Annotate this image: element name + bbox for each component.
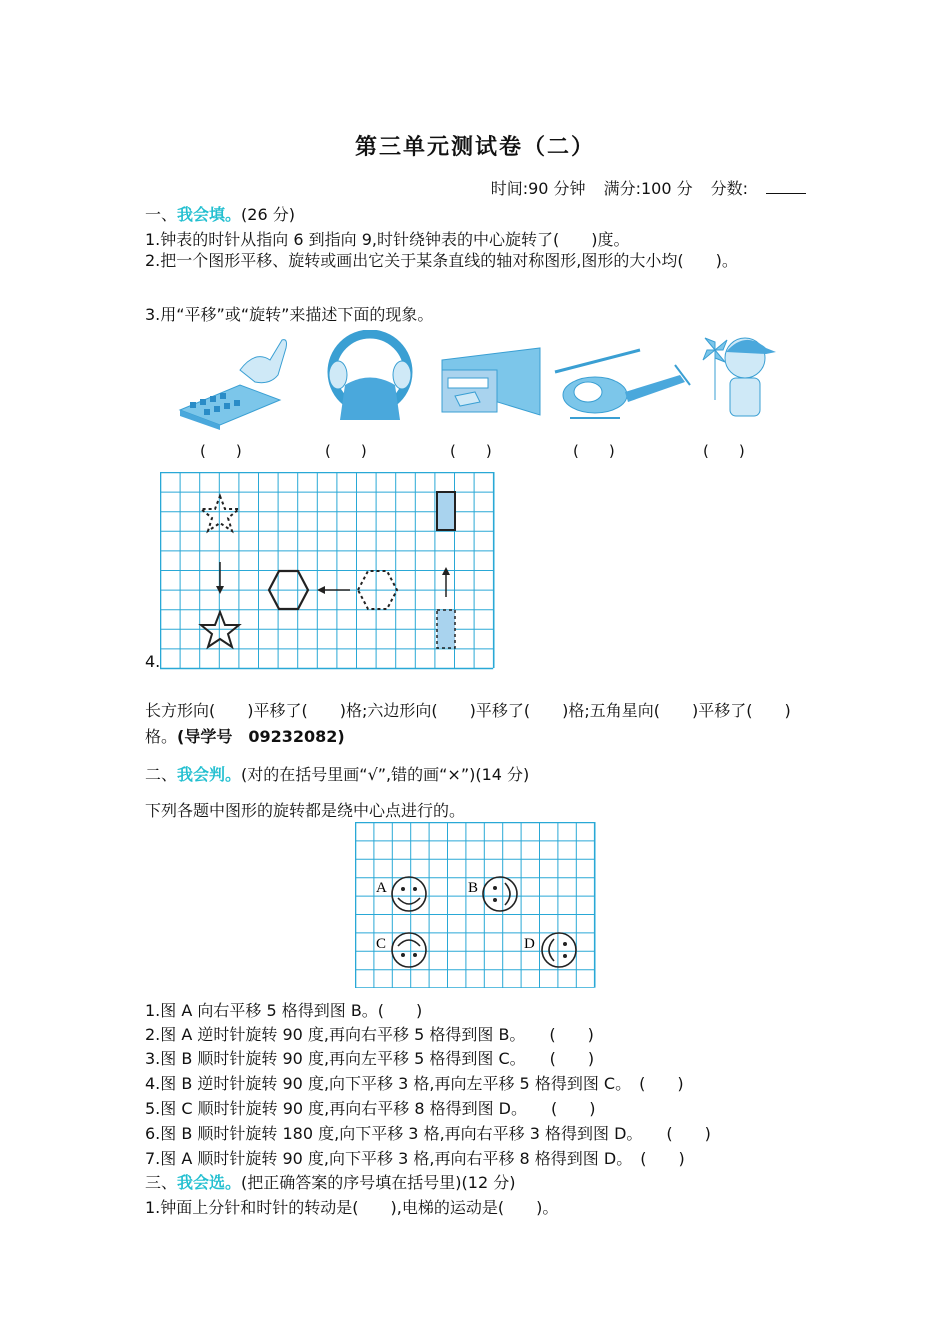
face-b-icon (483, 877, 517, 911)
face-b-label: B (468, 880, 479, 896)
s1-question-4-text: 长方形向( )平移了( )格;六边形向( )平移了( )格;五角星向( )平移了( )格。(导学号 09232082) (145, 701, 791, 746)
section-3-prefix: 三、 (145, 1173, 178, 1192)
section-2-note: (对的在括号里画“√”,错的画“×”)(14 分) (241, 765, 530, 784)
score-label: 分数: (711, 179, 806, 198)
face-c-label: C (376, 936, 387, 952)
rectangle-original (437, 610, 455, 648)
phenomena-illustrations (170, 330, 790, 430)
face-c-icon (392, 933, 426, 967)
grid-lines (355, 822, 595, 988)
judge-item-5: 5.图 C 顺时针旋转 90 度,再向右平移 8 格得到图 D。 ( ) (145, 1099, 596, 1118)
section-1-points: (26 分) (241, 205, 295, 224)
section-3-note: (把正确答案的序号填在括号里)(12 分) (241, 1173, 516, 1192)
page-title: 第三单元测试卷（二） (354, 134, 595, 160)
guide-code: (导学号 09232082) (177, 727, 345, 746)
s1-question-4-number: 4. (145, 652, 161, 671)
s3-question-1: 1.钟面上分针和时针的转动是( ),电梯的运动是( )。 (145, 1198, 559, 1217)
judge-item-1: 1.图 A 向右平移 5 格得到图 B。( ) (145, 1001, 423, 1020)
rotation-grid (355, 822, 596, 988)
helicopter-icon (555, 350, 690, 418)
judge-item-7: 7.图 A 顺时针旋转 90 度,向下平移 3 格,再向右平移 8 格得到图 D。 ( ) (145, 1149, 685, 1168)
face-a-label: A (376, 880, 387, 896)
star-original (201, 496, 239, 531)
score-blank[interactable] (766, 179, 806, 194)
judge-item-2: 2.图 A 逆时针旋转 90 度,再向右平移 5 格得到图 B。 ( ) (145, 1025, 594, 1044)
section-1-prefix: 一、 (145, 205, 178, 224)
section-2-prefix: 二、 (145, 765, 178, 784)
face-a-icon (392, 877, 426, 911)
judge-item-6: 6.图 B 顺时针旋转 180 度,向下平移 3 格,再向右平移 3 格得到图 D。 ( ) (145, 1124, 711, 1143)
face-d-label: D (524, 936, 535, 952)
pinwheel-boy-icon (703, 338, 776, 416)
section-2-intro: 下列各题中图形的旋转都是绕中心点进行的。 (145, 801, 466, 820)
answer-paren-4[interactable]: ( ) (573, 442, 615, 460)
exam-meta (473, 176, 806, 199)
rectangle-moved (437, 492, 455, 530)
s1-question-3: 3.用“平移”或“旋转”来描述下面的现象。 (145, 305, 434, 324)
section-2-label: 我会判。 (177, 765, 242, 784)
answer-paren-5[interactable]: ( ) (703, 442, 745, 460)
abacus-icon (180, 340, 287, 430)
translation-grid (160, 472, 497, 670)
section-1-heading (145, 202, 295, 225)
answer-paren-1[interactable]: ( ) (200, 442, 242, 460)
section-1-label: 我会填。 (177, 205, 242, 224)
s1-question-2: 2.把一个图形平移、旋转或画出它关于某条直线的轴对称图形,图形的大小均( )。 (145, 251, 738, 270)
section-2-heading (145, 762, 529, 785)
judge-item-3: 3.图 B 顺时针旋转 90 度,再向左平移 5 格得到图 C。 ( ) (145, 1049, 595, 1068)
s1-question-1: 1.钟表的时针从指向 6 到指向 9,时针绕钟表的中心旋转了( )度。 (145, 230, 630, 249)
time-limit: 时间:90 分钟 (490, 179, 586, 198)
full-score: 满分:100 分 (603, 179, 693, 198)
judge-item-4: 4.图 B 逆时针旋转 90 度,向下平移 3 格,再向左平移 5 格得到图 C。 ( ) (145, 1074, 684, 1093)
arrow-left-icon (317, 586, 325, 594)
answer-paren-3[interactable]: ( ) (450, 442, 492, 460)
answer-paren-2[interactable]: ( ) (325, 442, 367, 460)
face-d-icon (542, 933, 576, 967)
section-3-heading (145, 1170, 515, 1193)
steering-wheel-icon (329, 334, 411, 420)
drawer-icon (442, 348, 540, 415)
section-3-label: 我会选。 (177, 1173, 242, 1192)
